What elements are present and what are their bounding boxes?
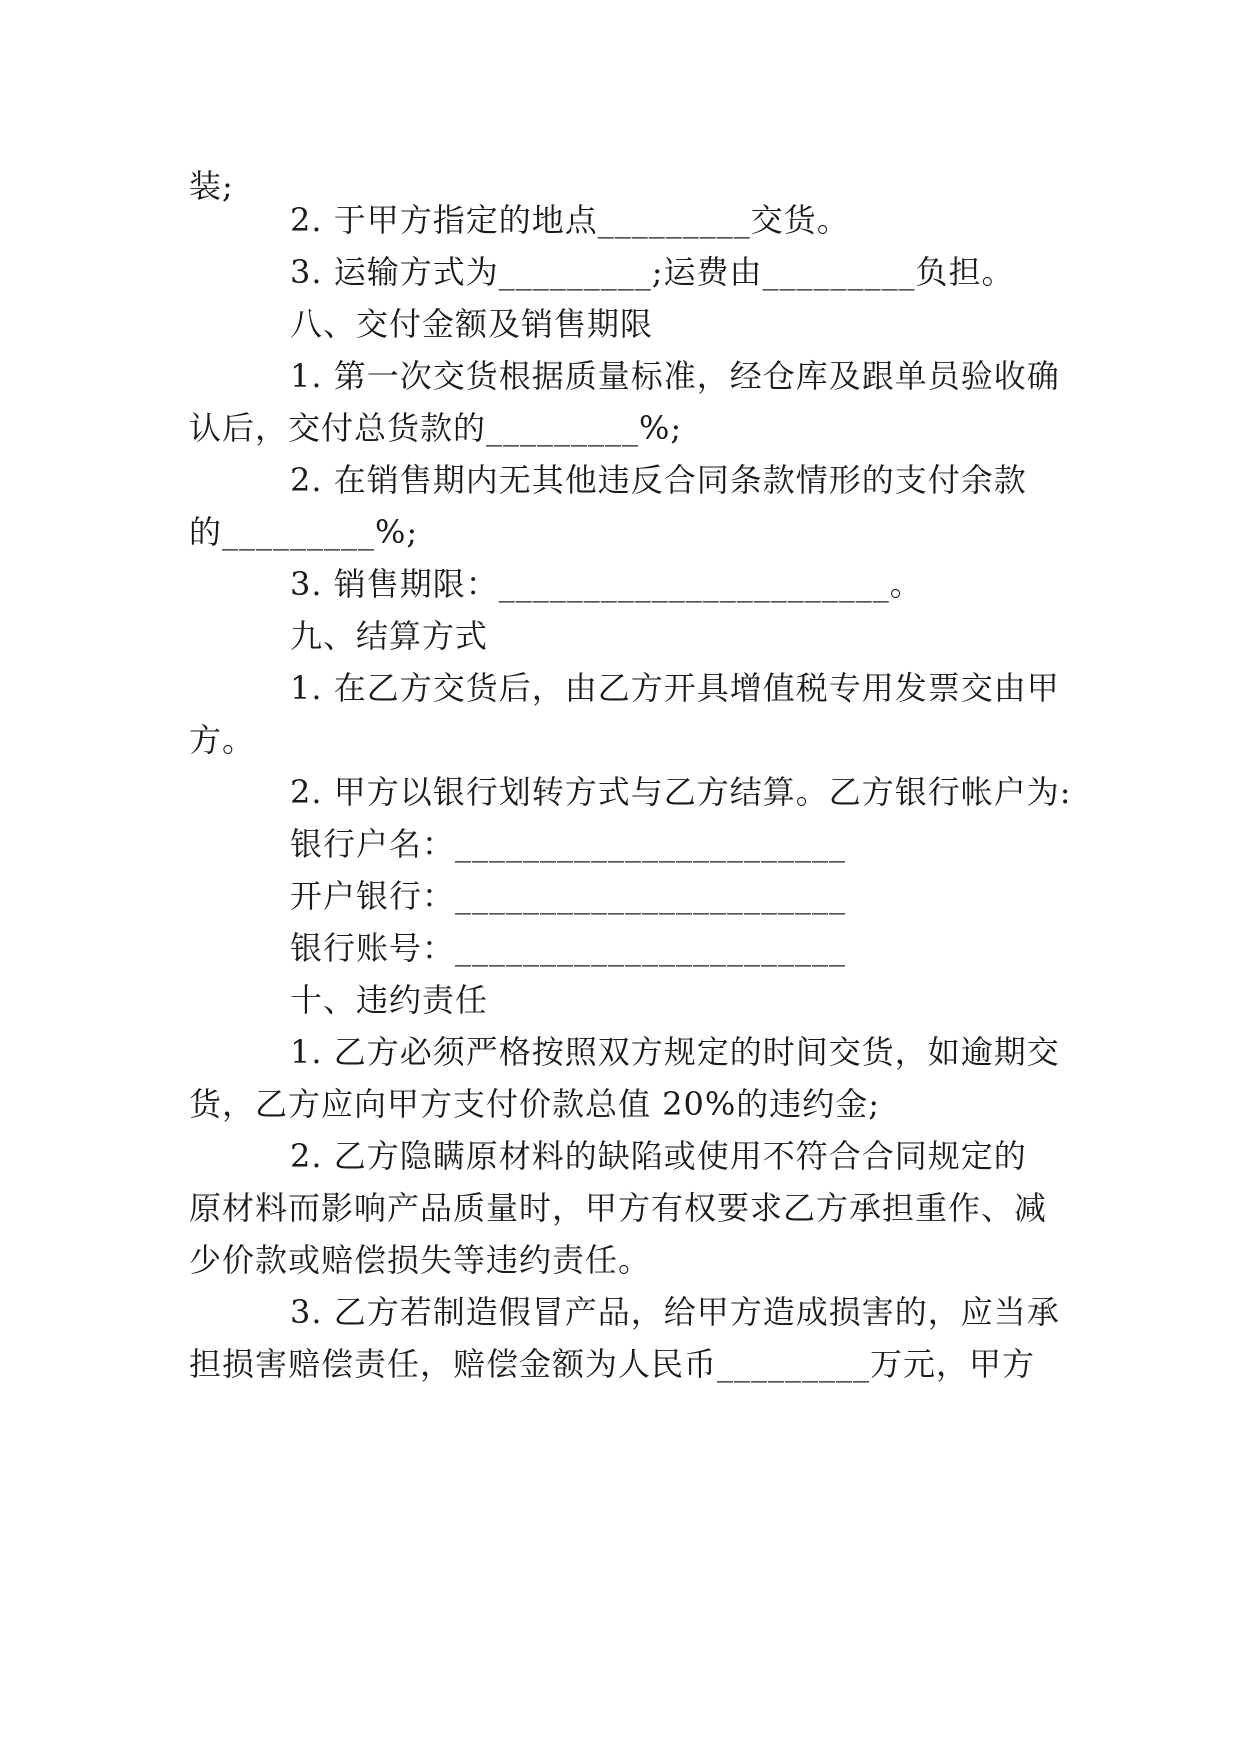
text-line: 银行户名：_______________________ (290, 825, 847, 863)
text-line: 开户银行：_______________________ (290, 877, 847, 915)
text-line: 3. 乙方若制造假冒产品，给甲方造成损害的，应当承 (290, 1293, 1060, 1331)
text-line: 装; (189, 167, 234, 205)
text-line: 担损害赔偿责任，赔偿金额为人民币_________万元，甲方 (189, 1345, 1036, 1383)
text-line: 2. 在销售期内无其他违反合同条款情形的支付余款 (290, 461, 1027, 499)
text-line: 3. 销售期限：_______________________。 (290, 565, 923, 603)
text-line: 3. 运输方式为_________;运费由_________负担。 (290, 253, 1015, 291)
text-line: 2. 于甲方指定的地点_________交货。 (290, 201, 850, 239)
text-line: 原材料而影响产品质量时，甲方有权要求乙方承担重作、减 (189, 1189, 1048, 1227)
text-line: 1. 第一次交货根据质量标准，经仓库及跟单员验收确 (290, 357, 1060, 395)
text-line: 货，乙方应向甲方支付价款总值 20%的违约金; (189, 1085, 881, 1123)
text-line: 2. 乙方隐瞒原材料的缺陷或使用不符合合同规定的 (290, 1137, 1027, 1175)
text-line: 少价款或赔偿损失等违约责任。 (189, 1241, 652, 1279)
text-line: 方。 (189, 721, 256, 759)
section-heading: 十、违约责任 (290, 981, 489, 1019)
text-line: 1. 在乙方交货后，由乙方开具增值税专用发票交由甲 (290, 669, 1060, 707)
section-heading: 九、结算方式 (290, 617, 489, 655)
text-line: 的_________%; (189, 513, 419, 551)
section-heading: 八、交付金额及销售期限 (290, 305, 654, 343)
text-line: 2. 甲方以银行划转方式与乙方结算。乙方银行帐户为: (290, 773, 1072, 811)
text-line: 认后，交付总货款的_________%; (189, 409, 683, 447)
text-line: 1. 乙方必须严格按照双方规定的时间交货，如逾期交 (290, 1033, 1060, 1071)
text-line: 银行账号：_______________________ (290, 929, 847, 967)
